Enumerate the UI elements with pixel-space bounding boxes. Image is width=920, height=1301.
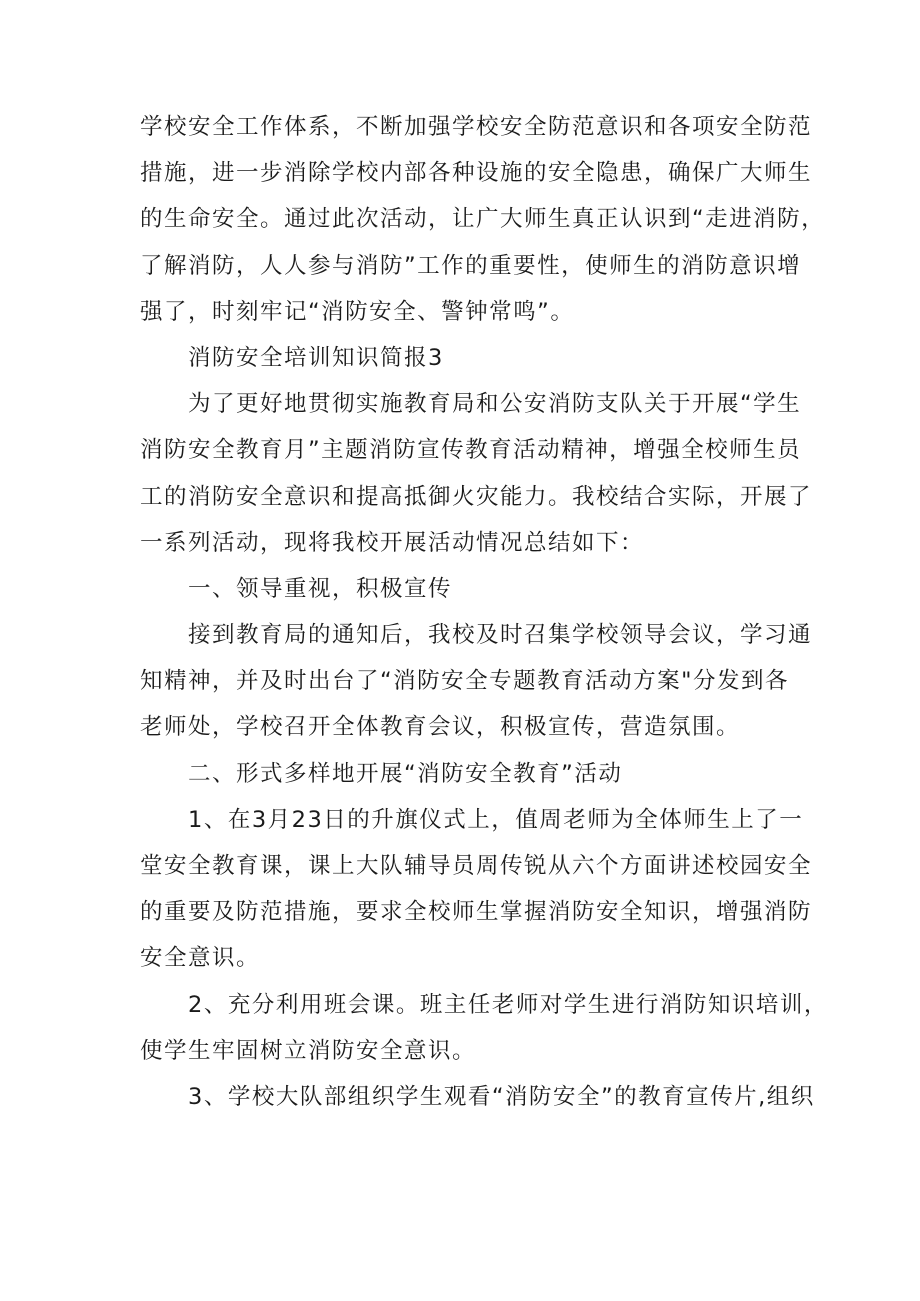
section-title: 消防安全培训知识简报3 (188, 344, 444, 371)
section-heading: 一、领导重视，积极宣传 (188, 575, 453, 602)
paragraph-line: 3、学校大队部组织学生观看“消防安全”的教育宣传片,组织 (188, 1083, 815, 1110)
paragraph-line: 接到教育局的通知后，我校及时召集学校领导会议，学习通 (188, 622, 813, 649)
paragraph-line: 1、在3月23日的升旗仪式上，值周老师为全体师生上了一 (188, 806, 804, 833)
paragraph-line: 的生命安全。通过此次活动，让广大师生真正认识到“走进消防， (140, 206, 826, 233)
paragraph-line: 老师处，学校召开全体教育会议，积极宣传，营造氛围。 (140, 714, 741, 741)
paragraph-line: 强了，时刻牢记“消防安全、警钟常鸣”。 (140, 298, 575, 325)
document-body (140, 104, 828, 1120)
paragraph-line: 学校安全工作体系，不断加强学校安全防范意识和各项安全防范 (140, 114, 813, 140)
paragraph-line: 一系列活动，现将我校开展活动情况总结如下： (140, 529, 645, 556)
paragraph-line: 为了更好地贯彻实施教育局和公安消防支队关于开展“学生 (188, 391, 802, 418)
paragraph-line: 措施，进一步消除学校内部各种设施的安全隐患，确保广大师生 (140, 160, 813, 187)
paragraph-line: 的重要及防范措施，要求全校师生掌握消防安全知识，增强消防 (140, 899, 813, 926)
paragraph-line: 使学生牢固树立消防安全意识。 (140, 1037, 477, 1064)
paragraph-line: 堂安全教育课，课上大队辅导员周传锐从六个方面讲述校园安全 (140, 853, 813, 879)
paragraph-line: 2、充分利用班会课。班主任老师对学生进行消防知识培训， (188, 991, 828, 1018)
paragraph-line: 知精神，并及时出台了“消防安全专题教育活动方案"分发到各 (140, 668, 790, 695)
paragraph-line: 工的消防安全意识和提高抵御火灾能力。我校结合实际，开展了 (140, 483, 813, 510)
paragraph-line: 安全意识。 (140, 945, 261, 972)
section-heading: 二、形式多样地开展“消防安全教育”活动 (188, 760, 623, 787)
paragraph-line: 了解消防，人人参与消防”工作的重要性，使师生的消防意识增 (140, 252, 802, 279)
paragraph-line: 消防安全教育月”主题消防宣传教育活动精神，增强全校师生员 (140, 437, 802, 464)
